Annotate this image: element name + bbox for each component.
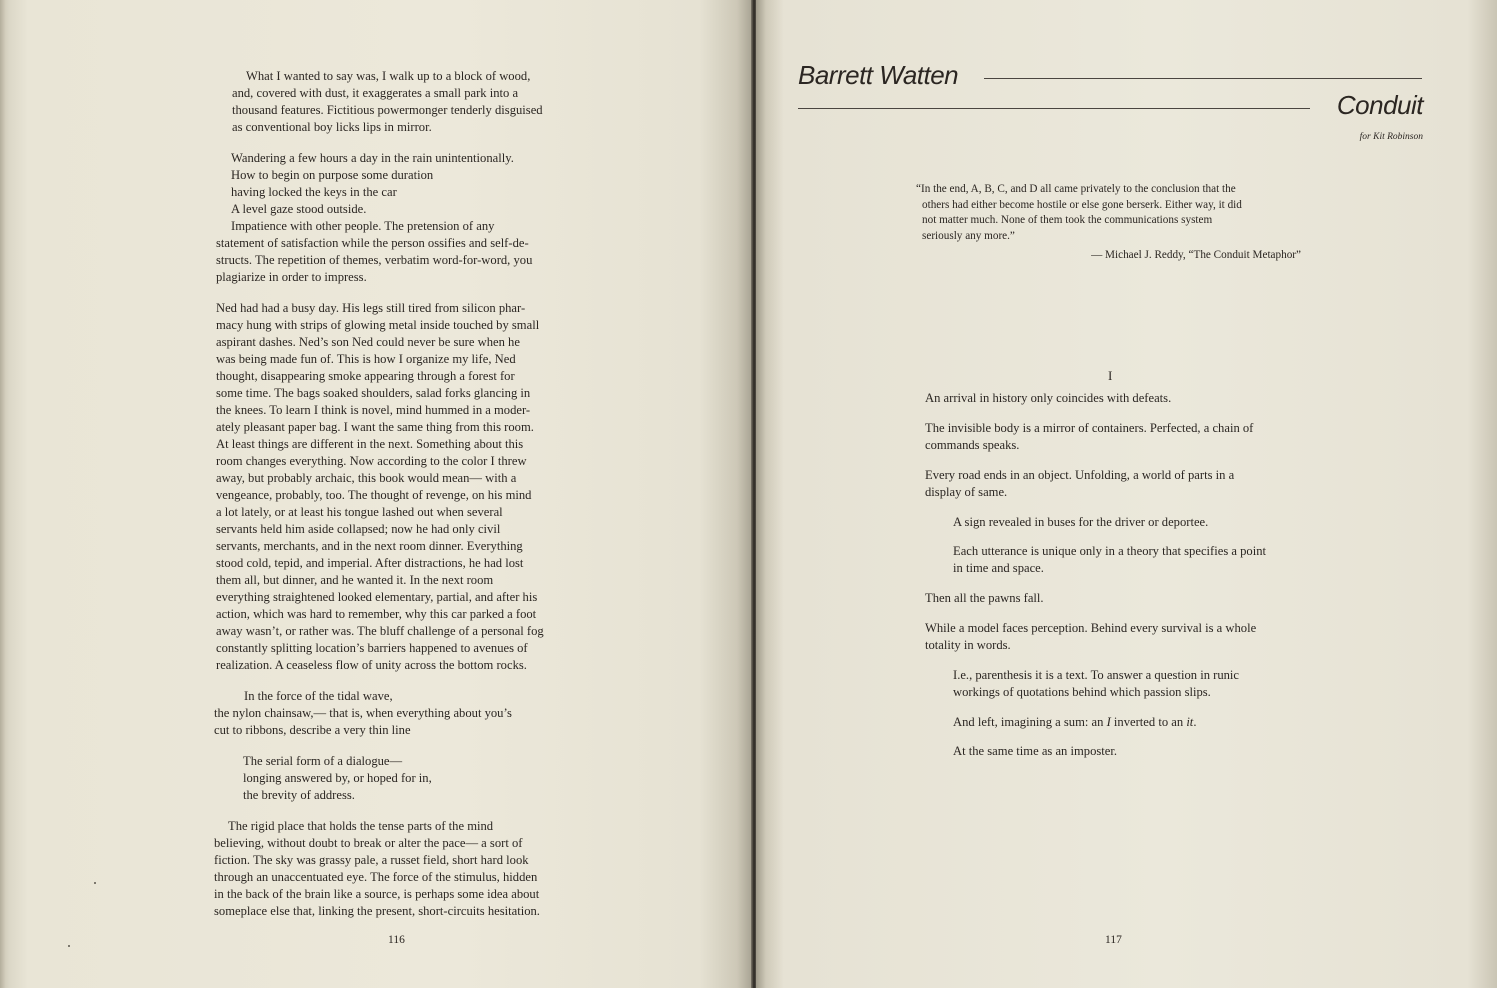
text-line: workings of quotations behind which passion slips. [953,684,1211,699]
author-name: Barrett Watten [798,60,959,90]
text-line: having locked the keys in the car [231,185,397,199]
poem-text [925,390,1295,773]
text-line: In the force of the tidal wave, [244,689,393,703]
text-line: Impatience with other people. The pretension of any [231,219,495,233]
text-line: away, but probably archaic, this book would mean— with a [216,471,517,485]
header-rule [984,78,1422,79]
text-line: as conventional boy licks lips in mirror. [232,120,432,134]
text-line: thousand features. Fictitious powermonger tenderly disguised [232,103,543,117]
text-line: someplace else that, linking the present, short-circuits hesitation. [214,904,540,918]
text-line: A level gaze stood outside. [231,202,367,216]
text-line: realization. A ceaseless flow of unity across the bottom rocks. [216,658,527,672]
text-line: a lot lately, or at least his tongue lashed out when several [216,505,503,519]
text-line: An arrival in history only coincides with defeats. [925,391,1172,405]
dedication: for Kit Robinson [1359,132,1423,142]
epigraph [916,182,1301,264]
epigraph-line: not matter much. None of them took the communications system [922,214,1213,227]
text-line: And left, imagining a sum: an I inverted to an it. [953,714,1197,729]
text-line: longing answered by, or hoped for in, [243,771,432,785]
text-line: display of same. [925,484,1008,499]
text-line: action, which was hard to remember, why this car parked a foot [216,607,537,621]
page-number: 117 [1105,934,1122,946]
text-line: away wasn’t, or rather was. The bluff challenge of a personal fog [216,624,544,638]
paper-speck [68,945,70,947]
epigraph-source: — Michael J. Reddy, “The Conduit Metaphor” [1091,249,1301,262]
text-line: At least things are different in the next. Something about this [216,437,524,451]
page-number: 116 [388,934,405,946]
stanza [953,714,1295,731]
poem-title: Conduit [1336,90,1423,120]
text-line: The rigid place that holds the tense parts of the mind [228,819,494,833]
text-line: How to begin on purpose some duration [231,168,434,182]
text-line: the nylon chainsaw,— that is, when everything about you’s [214,706,512,720]
text-line: aspirant dashes. Ned’s son Ned could never be sure when he [216,335,520,349]
text-line: stood cold, tepid, and imperial. After distractions, he had lost [216,556,524,570]
section-number: I [1108,368,1113,383]
text-line: servants held him aside collapsed; now he had only civil [216,522,501,536]
text-line: A sign revealed in buses for the driver or deportee. [953,514,1209,529]
text-line: in the back of the brain like a source, is perhaps some idea about [214,887,540,901]
paragraph [214,818,574,920]
epigraph-line: seriously any more.” [922,229,1015,242]
text-line: While a model faces perception. Behind every survival is a whole [925,620,1257,635]
paper-speck [94,882,96,884]
stanza [925,420,1295,454]
paragraph [214,68,574,136]
paragraph [214,753,574,804]
text-line: totality in words. [925,638,1011,653]
stanza [925,467,1295,501]
text-line: The serial form of a dialogue— [243,754,403,768]
page-edge [0,0,6,988]
text-line: statement of satisfaction while the person ossifies and self-de- [216,236,529,250]
text-line: plagiarize in order to impress. [216,270,367,284]
text-line: macy hung with strips of glowing metal inside touched by small [216,318,540,332]
epigraph-line: others had either become hostile or else gone berserk. Either way, it did [922,198,1242,211]
stanza [953,543,1295,577]
text-line: through an unaccentuated eye. The force of the stimulus, hidden [214,870,538,884]
paragraph [214,150,574,286]
text-line: the knees. To learn I think is novel, mind hummed in a moder- [216,403,531,417]
text-line: Every road ends in an object. Unfolding, a world of parts in a [925,467,1235,482]
text-line: some time. The bags soaked shoulders, salad forks glancing in [216,386,531,400]
text-line: Each utterance is unique only in a theory that specifies a point [953,544,1266,559]
left-page-text [214,68,574,934]
text-line: Wandering a few hours a day in the rain unintentionally. [231,151,514,165]
header-rule [798,108,1310,109]
right-page [756,0,1497,988]
text-line: At the same time as an imposter. [953,744,1118,759]
text-line: vengeance, probably, too. The thought of revenge, on his mind [216,488,532,502]
epigraph-line: “In the end, A, B, C, and D all came privately to the conclusion that the [916,183,1236,195]
text-line: constantly splitting location’s barriers happened to avenues of [216,641,528,655]
text-line: them all, but dinner, and he wanted it. In the next room [216,573,494,587]
text-line: was being made fun of. This is how I organize my life, Ned [216,352,516,366]
text-line: thought, disappearing smoke appearing through a forest for [216,369,515,383]
text-line: commands speaks. [925,437,1020,452]
text-line: Then all the pawns fall. [925,591,1044,606]
text-line: structs. The repetition of themes, verbatim word-for-word, you [216,253,533,267]
stanza [925,590,1295,607]
text-line: room changes everything. Now according to the color I threw [216,454,527,468]
text-line: believing, without doubt to break or alter the pace— a sort of [214,836,523,850]
text-line: in time and space. [953,561,1044,576]
text-line: cut to ribbons, describe a very thin line [214,723,411,737]
text-line: What I wanted to say was, I walk up to a block of wood, [246,69,531,83]
text-line: ately pleasant paper bag. I want the same thing from this room. [216,420,534,434]
stanza [925,620,1295,654]
text-line: servants, merchants, and in the next room dinner. Everything [216,539,523,553]
text-line: Ned had had a busy day. His legs still tired from silicon phar- [216,301,526,315]
paragraph [214,688,574,739]
text-line: The invisible body is a mirror of containers. Perfected, a chain of [925,420,1254,435]
text-line: and, covered with dust, it exaggerates a small park into a [232,86,519,100]
text-line: fiction. The sky was grassy pale, a russet field, short hard look [214,853,529,867]
stanza [925,390,1295,407]
text-line: everything straightened looked elementary, partial, and after his [216,590,538,604]
text-line: I.e., parenthesis it is a text. To answer a question in runic [953,667,1240,682]
stanza [953,743,1295,760]
stanza [953,514,1295,531]
stanza [953,667,1295,701]
paragraph [214,300,574,674]
text-line: the brevity of address. [243,788,355,802]
